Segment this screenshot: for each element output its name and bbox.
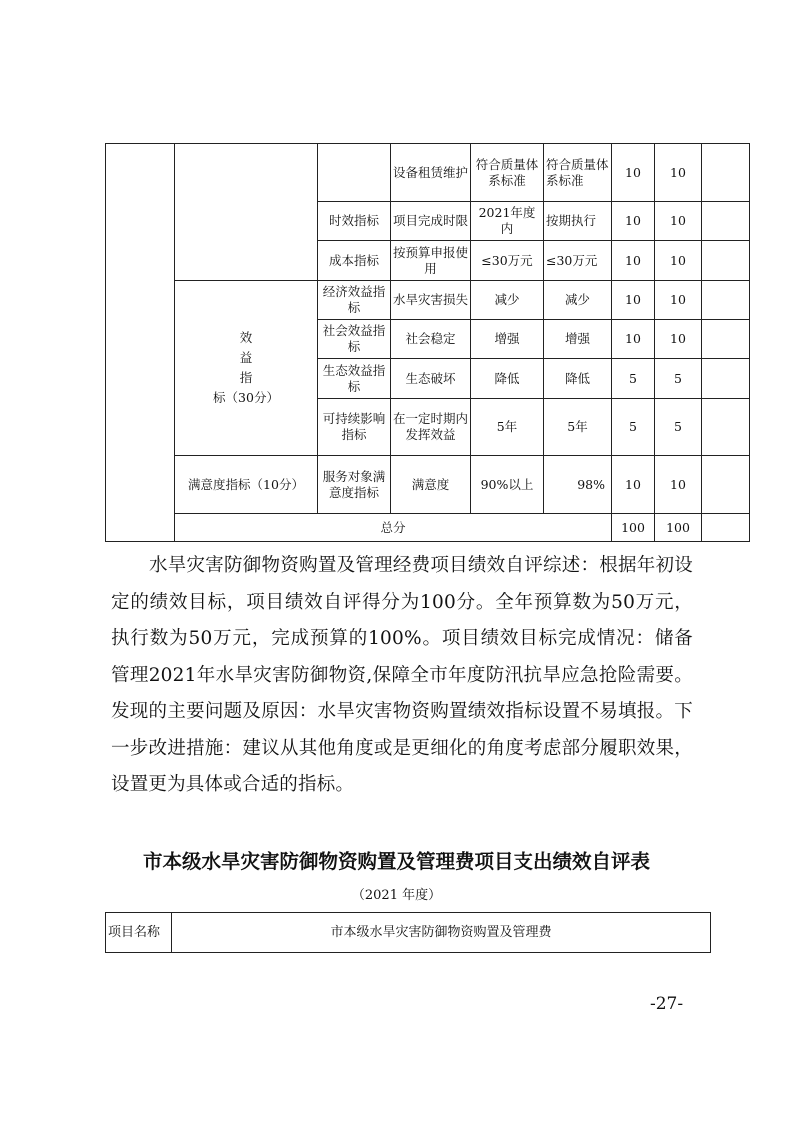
cell: 10	[655, 320, 702, 359]
cell: 按预算申报使用	[391, 241, 471, 281]
year-label: （2021 年度）	[351, 888, 442, 903]
cell: 5年	[544, 399, 612, 456]
cell: 减少	[471, 281, 544, 320]
cell: 10	[612, 202, 655, 241]
cell: 降低	[544, 359, 612, 399]
cell: ≤30万元	[544, 241, 612, 281]
cell: 符合质量体系标准	[471, 144, 544, 202]
cell: 社会效益指标	[318, 320, 391, 359]
cell: 生态效益指标	[318, 359, 391, 399]
cell: 10	[612, 281, 655, 320]
cell: 10	[655, 281, 702, 320]
cell: 经济效益指标	[318, 281, 391, 320]
benefit-group-cell	[175, 281, 318, 456]
cell: 服务对象满意度指标	[318, 456, 391, 514]
total-label: 总分	[175, 514, 612, 542]
cell: ≤30万元	[471, 241, 544, 281]
table-row	[106, 144, 750, 202]
page-number: -27-	[650, 994, 684, 1014]
cell: 按期执行	[544, 202, 612, 241]
cell: 10	[612, 320, 655, 359]
cell: 10	[612, 456, 655, 514]
cell: 5	[655, 399, 702, 456]
cell-text: 效	[239, 330, 253, 345]
cell: 10	[655, 241, 702, 281]
cell-text: 标（30分）	[213, 390, 279, 405]
cell: 90%以上	[471, 456, 544, 514]
total-target: 100	[612, 514, 655, 542]
cell: 增强	[544, 320, 612, 359]
cell: 项目完成时限	[391, 202, 471, 241]
cell: 生态破坏	[391, 359, 471, 399]
cell: 满意度	[391, 456, 471, 514]
total-row	[106, 514, 750, 542]
cell: 社会稳定	[391, 320, 471, 359]
cell: 5	[612, 359, 655, 399]
cell: 10	[655, 202, 702, 241]
cell: 满意度指标（10分）	[175, 456, 318, 514]
cell: 10	[612, 241, 655, 281]
cell: 成本指标	[318, 241, 391, 281]
cell-text: 指	[239, 370, 253, 385]
cell: 10	[612, 144, 655, 202]
cell: 增强	[471, 320, 544, 359]
cell: 在一定时期内发挥效益	[391, 399, 471, 456]
total-score: 100	[655, 514, 702, 542]
cell: 98%	[544, 456, 612, 514]
table-row	[106, 456, 750, 514]
table-row	[106, 281, 750, 320]
cell: 减少	[544, 281, 612, 320]
cell: 时效指标	[318, 202, 391, 241]
cell: 符合质量体系标准	[544, 144, 612, 202]
cell-text: 益	[239, 350, 253, 365]
cell: 5	[612, 399, 655, 456]
cell: 可持续影响指标	[318, 399, 391, 456]
cell: 5年	[471, 399, 544, 456]
project-name-label: 项目名称	[106, 913, 172, 953]
cell: 降低	[471, 359, 544, 399]
cell: 10	[655, 144, 702, 202]
table-row	[106, 913, 711, 953]
cell: 10	[655, 456, 702, 514]
project-info-table	[105, 912, 711, 953]
project-name-value: 市本级水旱灾害防御物资购置及管理费	[172, 913, 711, 953]
cell: 5	[655, 359, 702, 399]
section-title: 市本级水旱灾害防御物资购置及管理费项目支出绩效自评表	[142, 850, 650, 873]
cell: 水旱灾害损失	[391, 281, 471, 320]
cell: 2021年度内	[471, 202, 544, 241]
performance-indicator-table	[105, 143, 750, 542]
summary-paragraph: 水旱灾害防御物资购置及管理经费项目绩效自评综述：根据年初设定的绩效目标，项目绩效自评得分为100分。全年预算数为50万元，执行数为50万元，完成预算的100%。项目绩效目标完成情况：储备管理2021年水旱灾害防御物资,保障全市年度防汛抗旱应急抢险需要。发现的主要问题及原因：水旱灾害物资购置绩效指标设置不易填报。下一步改进措施：建议从其他角度或是更细化的角度考虑部分履职效果，设置更为具体或合适的指标。	[111, 555, 693, 795]
cell: 设备租赁维护	[391, 144, 471, 202]
